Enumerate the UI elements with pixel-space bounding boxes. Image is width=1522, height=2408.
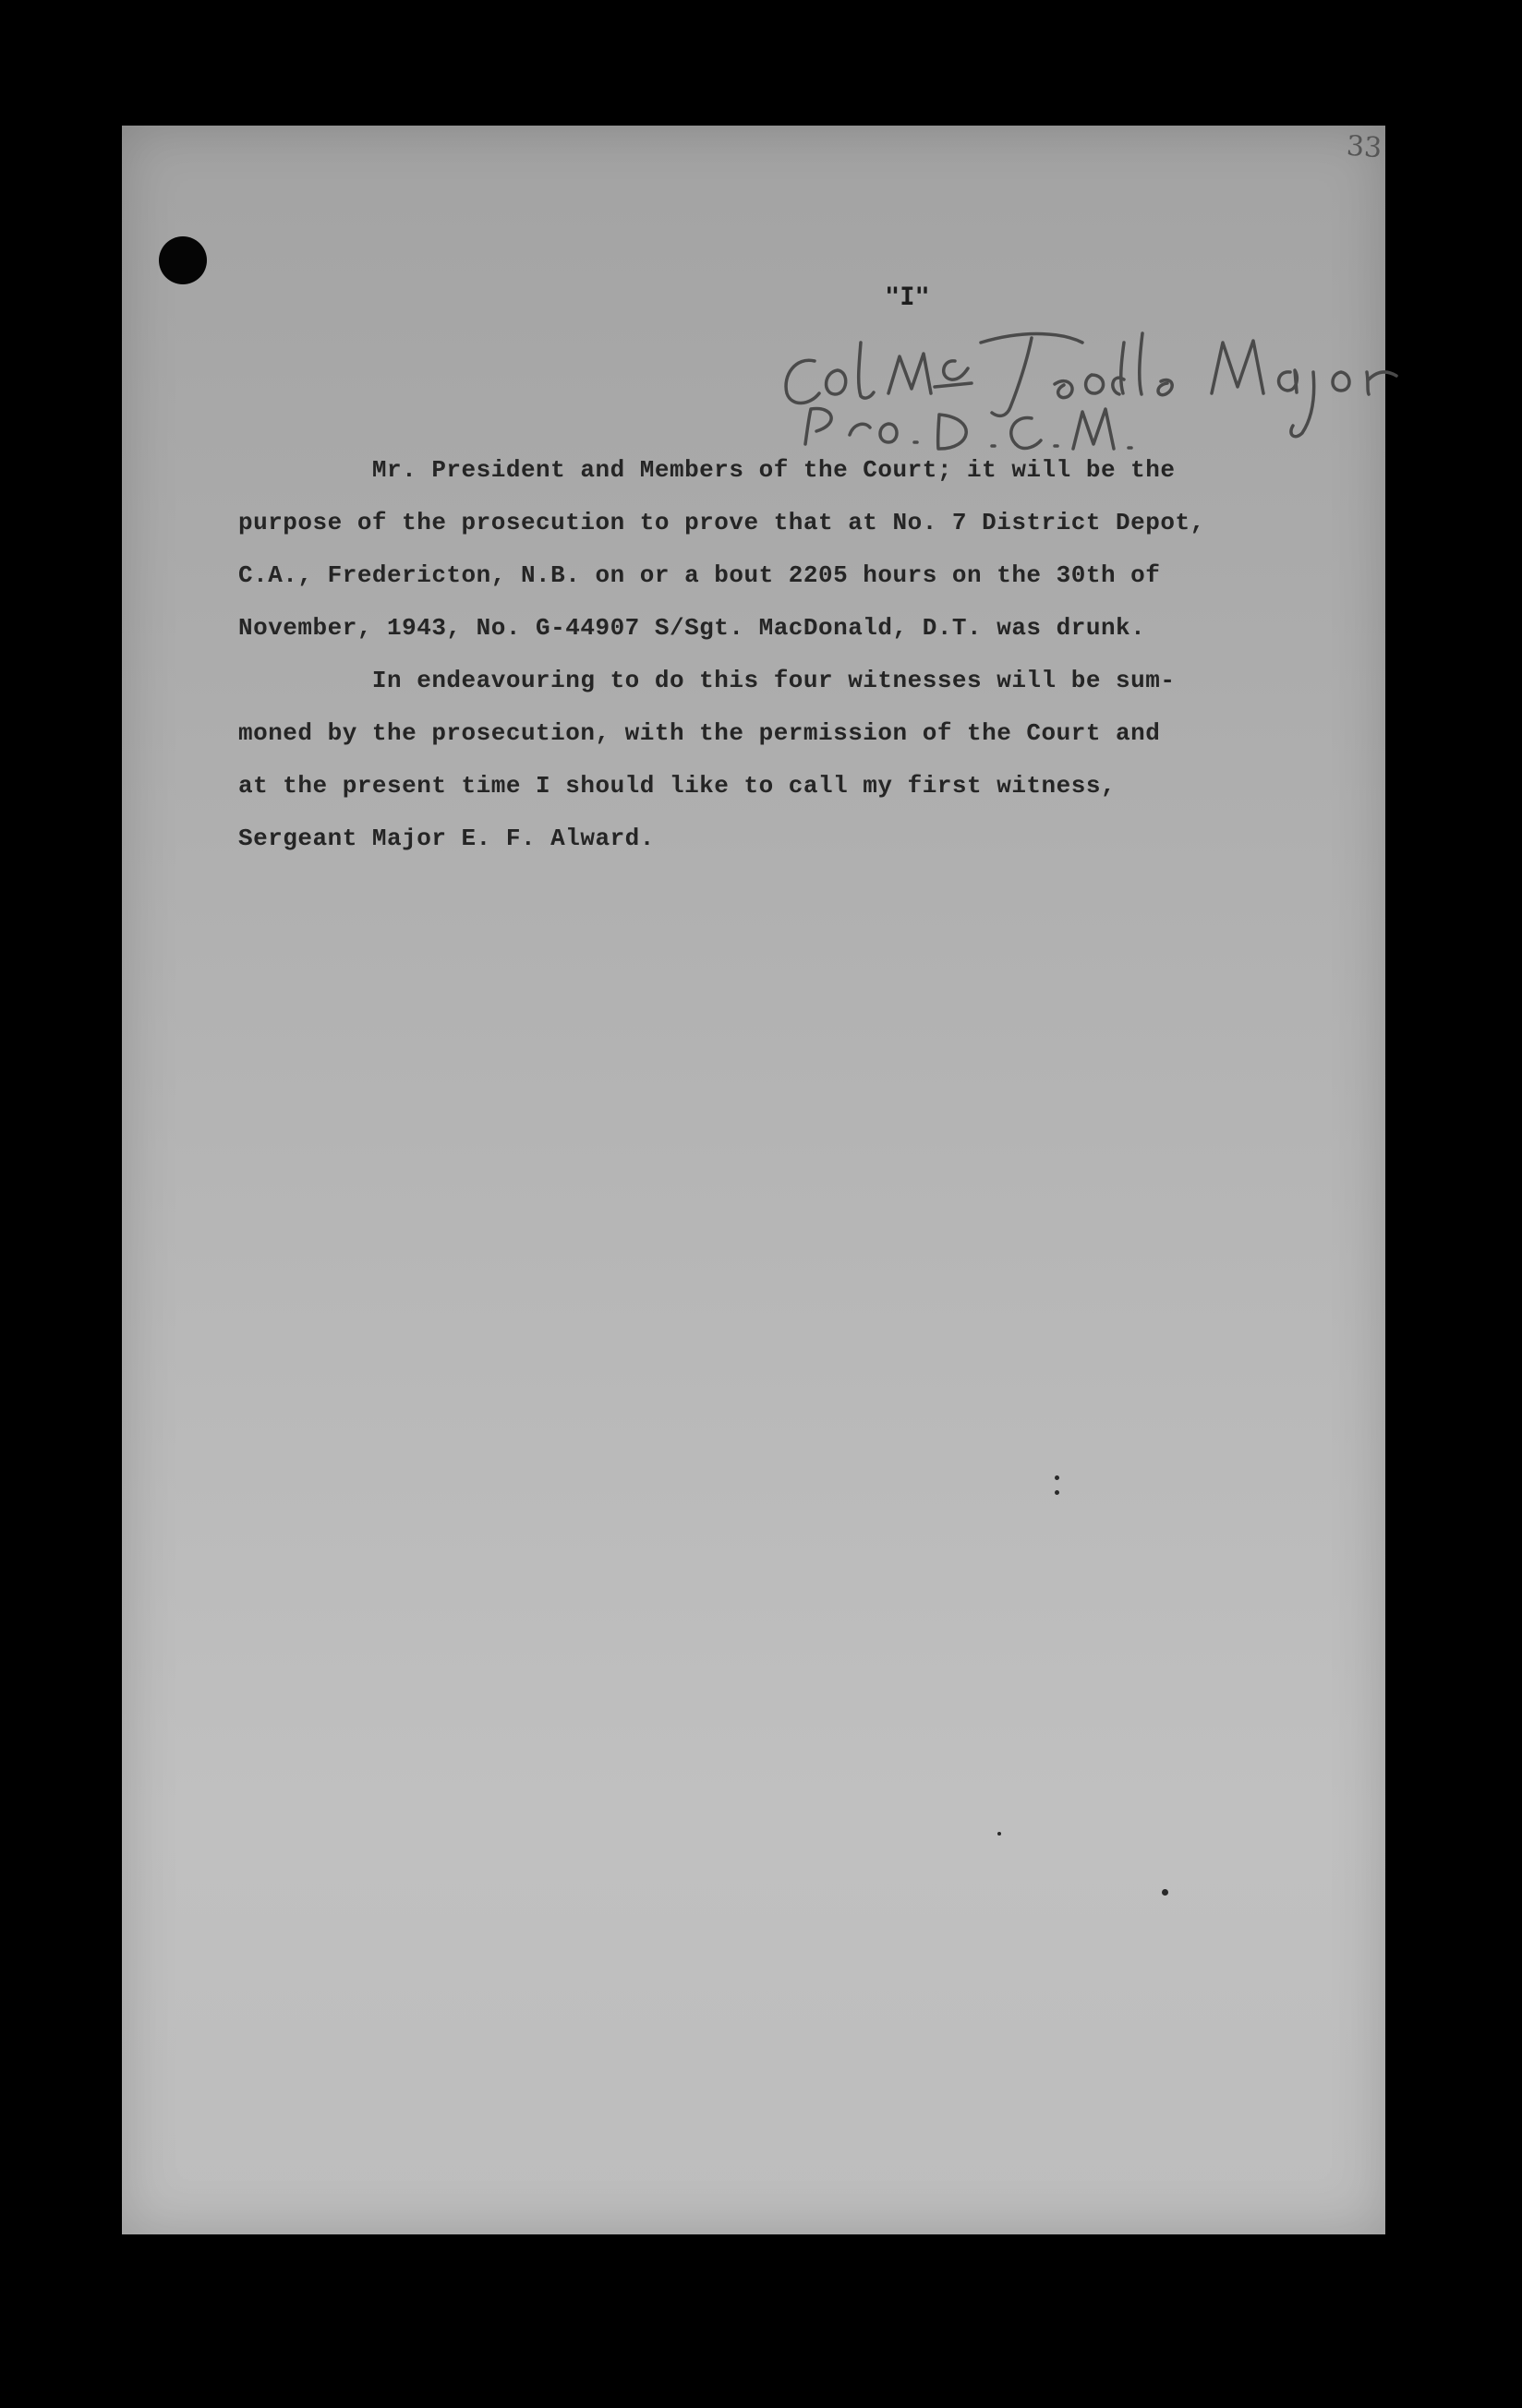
exhibit-mark: "I" <box>885 283 930 311</box>
page-number: 33 <box>1345 129 1383 165</box>
ink-speck <box>1162 1889 1168 1896</box>
text-line: moned by the prosecution, with the permission of the Court and <box>238 719 1161 747</box>
text-line: at the present time I should like to call my first witness, <box>238 772 1117 800</box>
paragraph-witnesses <box>238 655 1402 865</box>
text-line: purpose of the prosecution to prove that at No. 7 District Depot, <box>238 509 1205 536</box>
ink-speck <box>1055 1475 1059 1480</box>
text-line: In endeavouring to do this four witnesses will be sum- <box>238 667 1176 694</box>
text-line: Sergeant Major E. F. Alward. <box>238 825 655 852</box>
text-line: Mr. President and Members of the Court; it will be the <box>238 456 1176 484</box>
text-line: C.A., Fredericton, N.B. on or a bout 2205 hours on the 30th of <box>238 561 1161 589</box>
punch-hole <box>159 236 207 284</box>
document-body <box>238 444 1402 865</box>
document-page <box>122 126 1385 2234</box>
ink-speck <box>997 1832 1001 1836</box>
ink-speck <box>1055 1490 1059 1495</box>
paragraph-opening <box>238 444 1402 655</box>
text-line: November, 1943, No. G-44907 S/Sgt. MacDonald, D.T. was drunk. <box>238 614 1146 642</box>
